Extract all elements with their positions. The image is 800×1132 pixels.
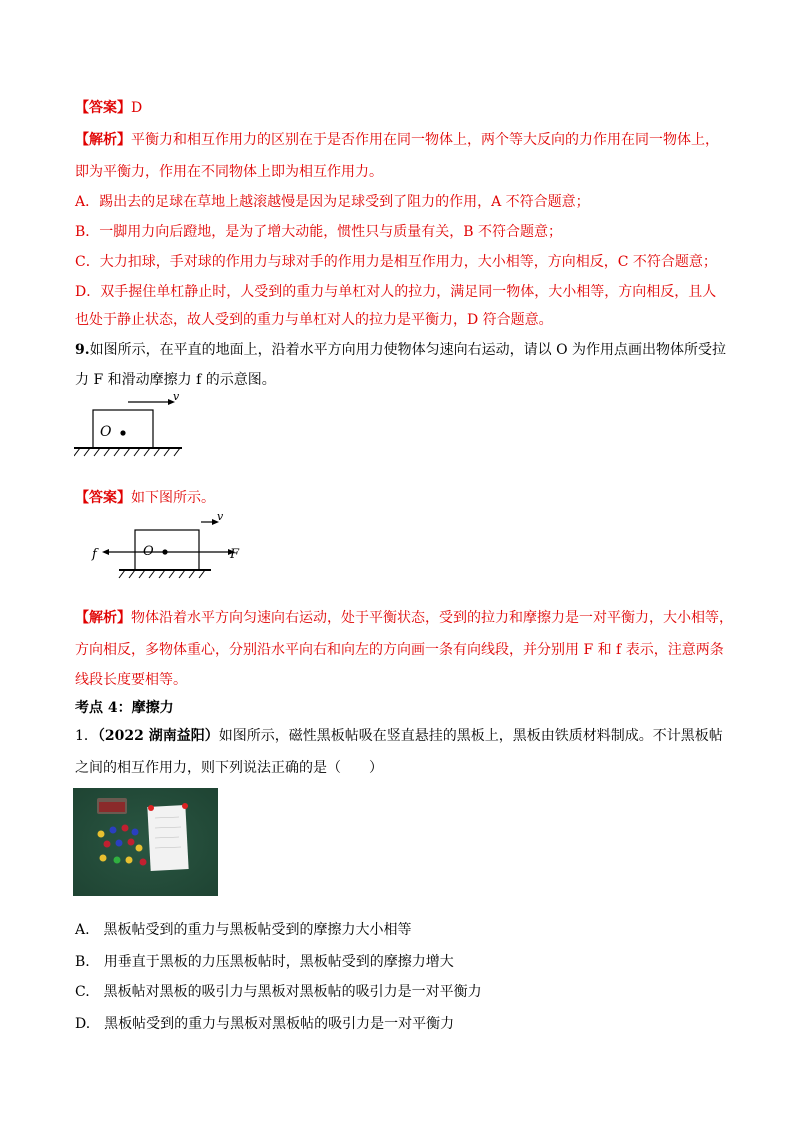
analysis-8-option-b: B．一脚用力向后蹬地，是为了增大动能，惯性只与质量有关，B 不符合题意； (75, 224, 563, 240)
analysis-text: 物体沿着水平方向匀速向右运动，处于平衡状态，受到的拉力和摩擦力是一对平衡力，大小相等， (131, 610, 733, 626)
option-a: A. 黑板帖受到的重力与黑板帖受到的摩擦力大小相等 (75, 922, 412, 938)
question-9-figure (74, 390, 184, 462)
analysis-8-line-1 (75, 130, 719, 150)
answer-value: D (131, 100, 143, 116)
point-o-label: O (100, 424, 112, 440)
question-9-line-1 (75, 340, 726, 360)
analysis-8-option-c: C．大力扣球，手对球的作用力与球对手的作用力是相互作用力，大小相等，方向相反，C 不符合题意； (75, 254, 717, 270)
question-source: （2022 湖南益阳） (97, 728, 219, 744)
option-c: C. 黑板帖对黑板的吸引力与黑板对黑板帖的吸引力是一对平衡力 (75, 984, 482, 1000)
answer-label: 【答案】 (75, 490, 131, 506)
question-number: 9. (75, 342, 90, 358)
analysis-8-line-2: 即为平衡力，作用在不同物体上即为相互作用力。 (75, 164, 383, 180)
analysis-label: 【解析】 (75, 610, 131, 626)
question-9-line-2: 力 F 和滑动摩擦力 f 的示意图。 (75, 372, 276, 388)
question-1-line-1 (75, 726, 723, 746)
analysis-8-option-d-1: D．双手握住单杠静止时，人受到的重力与单杠对人的拉力，满足同一物体，大小相等，方向相反，且人 (75, 284, 717, 300)
question-number: 1． (75, 728, 98, 744)
analysis-9-line-3: 线段长度要相等。 (75, 672, 187, 688)
analysis-9-line-1 (75, 608, 733, 628)
velocity-label: v (173, 390, 180, 403)
section-heading: 考点 4：摩擦力 (75, 700, 174, 716)
question-1-line-2: 之间的相互作用力，则下列说法正确的是（ ） (75, 760, 383, 776)
question-text: 如图所示，磁性黑板帖吸在竖直悬挂的黑板上，黑板由铁质材料制成。不计黑板帖 (218, 728, 723, 744)
friction-label: f (92, 547, 97, 562)
velocity-label: v (217, 510, 224, 523)
answer-9-figure (88, 510, 248, 582)
analysis-8-option-a: A．踢出去的足球在草地上越滚越慢是因为足球受到了阻力的作用，A 不符合题意； (75, 194, 590, 210)
option-d: D. 黑板帖受到的重力与黑板对黑板帖的吸引力是一对平衡力 (75, 1016, 455, 1032)
analysis-label: 【解析】 (75, 132, 131, 148)
option-b: B. 用垂直于黑板的力压黑板帖时，黑板帖受到的摩擦力增大 (75, 954, 454, 970)
question-text: 如图所示，在平直的地面上，沿着水平方向用力使物体匀速向右运动，请以 O 为作用点画出物体所受拉 (89, 342, 727, 358)
force-f-label: F (230, 547, 240, 562)
answer-label: 【答案】 (75, 100, 131, 116)
blackboard-photo (73, 788, 218, 896)
analysis-9-line-2: 方向相反，多物体重心，分别沿水平向右和向左的方向画一条有向线段，并分别用 F 和 f 表示，注意两条 (75, 642, 724, 658)
analysis-8-option-d-2: 也处于静止状态，故人受到的重力与单杠对人的拉力是平衡力，D 符合题意。 (75, 312, 553, 328)
answer-8 (75, 98, 142, 118)
answer-9 (75, 488, 215, 508)
analysis-text: 平衡力和相互作用力的区别在于是否作用在同一物体上，两个等大反向的力作用在同一物体上， (131, 132, 719, 148)
point-o-label: O (143, 544, 154, 559)
answer-value: 如下图所示。 (131, 490, 215, 506)
